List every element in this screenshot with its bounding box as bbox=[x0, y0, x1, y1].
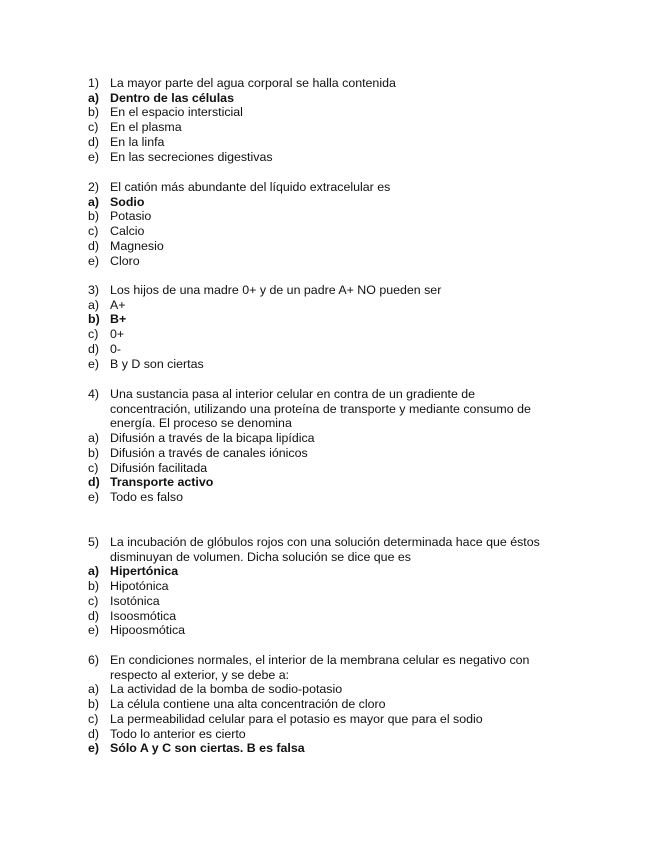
answer-option-correct: e) Sólo A y C son ciertas. B es falsa bbox=[88, 741, 305, 756]
question-4 bbox=[88, 387, 558, 505]
question-1 bbox=[88, 76, 558, 164]
answer-option: c) 0+ bbox=[88, 327, 125, 342]
question-number: 4) bbox=[88, 387, 100, 401]
question-number: 1) bbox=[88, 76, 100, 90]
answer-option: a) La actividad de la bomba de sodio-potasio bbox=[88, 682, 343, 697]
question-stem: Una sustancia pasa al interior celular en contra de un gradiente de concentración, utilizando una proteína de transporte y mediante consumo de energía. El proceso se denomina bbox=[110, 387, 531, 431]
answer-option: d) 0- bbox=[88, 341, 122, 356]
question-number: 5) bbox=[88, 535, 100, 549]
answer-option: e) Todo es falso bbox=[88, 489, 184, 504]
answer-option: c) La permeabilidad celular para el potasio es mayor que para el sodio bbox=[88, 711, 483, 726]
answer-option: a) A+ bbox=[88, 297, 126, 312]
answer-option: c) Isotónica bbox=[88, 593, 160, 608]
answer-option-correct: d) Transporte activo bbox=[88, 475, 214, 490]
answer-option: b) Difusión a través de canales iónicos bbox=[88, 445, 308, 460]
answer-option: e) En las secreciones digestivas bbox=[88, 149, 273, 164]
question-stem: En condiciones normales, el interior de la membrana celular es negativo con respecto al exterior, y se debe a: bbox=[110, 653, 530, 682]
question-2 bbox=[88, 180, 558, 268]
question-stem: La mayor parte del agua corporal se halla contenida bbox=[110, 76, 396, 90]
answer-option: e) Cloro bbox=[88, 253, 140, 268]
answer-option-correct: a) Dentro de las células bbox=[88, 90, 234, 105]
answer-option: c) En el plasma bbox=[88, 120, 182, 135]
answer-option-correct: a) Hipertónica bbox=[88, 564, 179, 579]
answer-option: c) Difusión facilitada bbox=[88, 460, 208, 475]
question-3 bbox=[88, 283, 558, 371]
answer-option: a) Difusión a través de la bicapa lipídica bbox=[88, 431, 315, 446]
answer-option: e) Hipoosmótica bbox=[88, 623, 186, 638]
question-5 bbox=[88, 535, 558, 638]
answer-option-correct: a) Sodio bbox=[88, 194, 145, 209]
question-stem: Los hijos de una madre 0+ y de un padre A+ NO pueden ser bbox=[110, 283, 442, 297]
answer-option: b) La célula contiene una alta concentración de cloro bbox=[88, 697, 386, 712]
answer-option: b) Hipotónica bbox=[88, 579, 169, 594]
answer-option: d) En la linfa bbox=[88, 134, 165, 149]
question-number: 3) bbox=[88, 283, 100, 297]
answer-option-correct: b) B+ bbox=[88, 312, 127, 327]
answer-option: b) En el espacio intersticial bbox=[88, 105, 243, 120]
question-stem: La incubación de glóbulos rojos con una solución determinada hace que éstos disminuyan de volumen. Dicha solución se dice que es bbox=[110, 535, 540, 564]
question-stem: El catión más abundante del líquido extracelular es bbox=[110, 180, 391, 194]
answer-option: e) B y D son ciertas bbox=[88, 356, 204, 371]
question-number: 6) bbox=[88, 653, 100, 667]
answer-option: d) Isoosmótica bbox=[88, 608, 177, 623]
question-number: 2) bbox=[88, 180, 100, 194]
answer-option: c) Calcio bbox=[88, 224, 145, 239]
answer-option: b) Potasio bbox=[88, 209, 152, 224]
answer-option: d) Magnesio bbox=[88, 238, 164, 253]
question-6 bbox=[88, 653, 558, 756]
answer-option: d) Todo lo anterior es cierto bbox=[88, 726, 246, 741]
